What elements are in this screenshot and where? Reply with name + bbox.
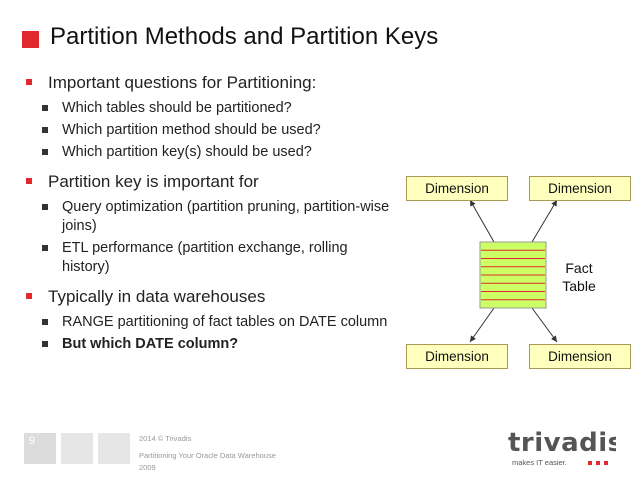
slide-title: Partition Methods and Partition Keys	[50, 23, 439, 50]
sub-bullet-etl-performance: ETL performance (partition exchange, rolling history)	[24, 239, 396, 277]
bullet-partition-key-important: Partition key is important for	[24, 171, 396, 192]
svg-text:makes IT easier.: makes IT easier.	[512, 458, 567, 467]
arrow-bottom-right	[532, 308, 557, 342]
arrow-top-right	[532, 200, 557, 242]
trivadis-logo	[506, 427, 616, 472]
dimension-top-right: Dimension	[529, 176, 631, 201]
footer-box-3	[98, 433, 130, 464]
sub-bullet-range-partitioning: RANGE partitioning of fact tables on DATE column	[24, 313, 396, 332]
page-number: 9	[29, 435, 36, 447]
bullet-list	[24, 72, 396, 357]
bullet-data-warehouses: Typically in data warehouses	[24, 286, 396, 307]
star-schema-diagram	[402, 170, 624, 375]
footer-year: 2009	[139, 463, 156, 472]
sub-bullet-which-keys: Which partition key(s) should be used?	[24, 143, 396, 162]
dimension-top-left: Dimension	[406, 176, 508, 201]
arrow-top-left	[470, 200, 494, 242]
trivadis-logo-graphic	[506, 427, 616, 472]
sub-bullet-which-method: Which partition method should be used?	[24, 121, 396, 140]
arrow-bottom-left	[470, 308, 494, 342]
bullet-important-questions: Important questions for Partitioning:	[24, 72, 396, 93]
footer-presentation-title: Partitioning Your Oracle Data Warehouse	[139, 451, 276, 460]
fact-table-label: Fact Table	[562, 260, 596, 294]
dimension-bottom-left: Dimension	[406, 344, 508, 369]
sub-bullet-query-optimization: Query optimization (partition pruning, partition-wise joins)	[24, 198, 396, 236]
sub-bullet-which-tables: Which tables should be partitioned?	[24, 99, 396, 118]
footer-copyright: 2014 © Trivadis	[139, 434, 192, 443]
footer-box-2	[61, 433, 93, 464]
svg-text:trivadis: trivadis	[508, 428, 616, 458]
footer-text	[139, 433, 276, 474]
sub-bullet-which-date-column: But which DATE column?	[24, 335, 396, 354]
title-accent-square	[22, 31, 39, 48]
dimension-bottom-right: Dimension	[529, 344, 631, 369]
